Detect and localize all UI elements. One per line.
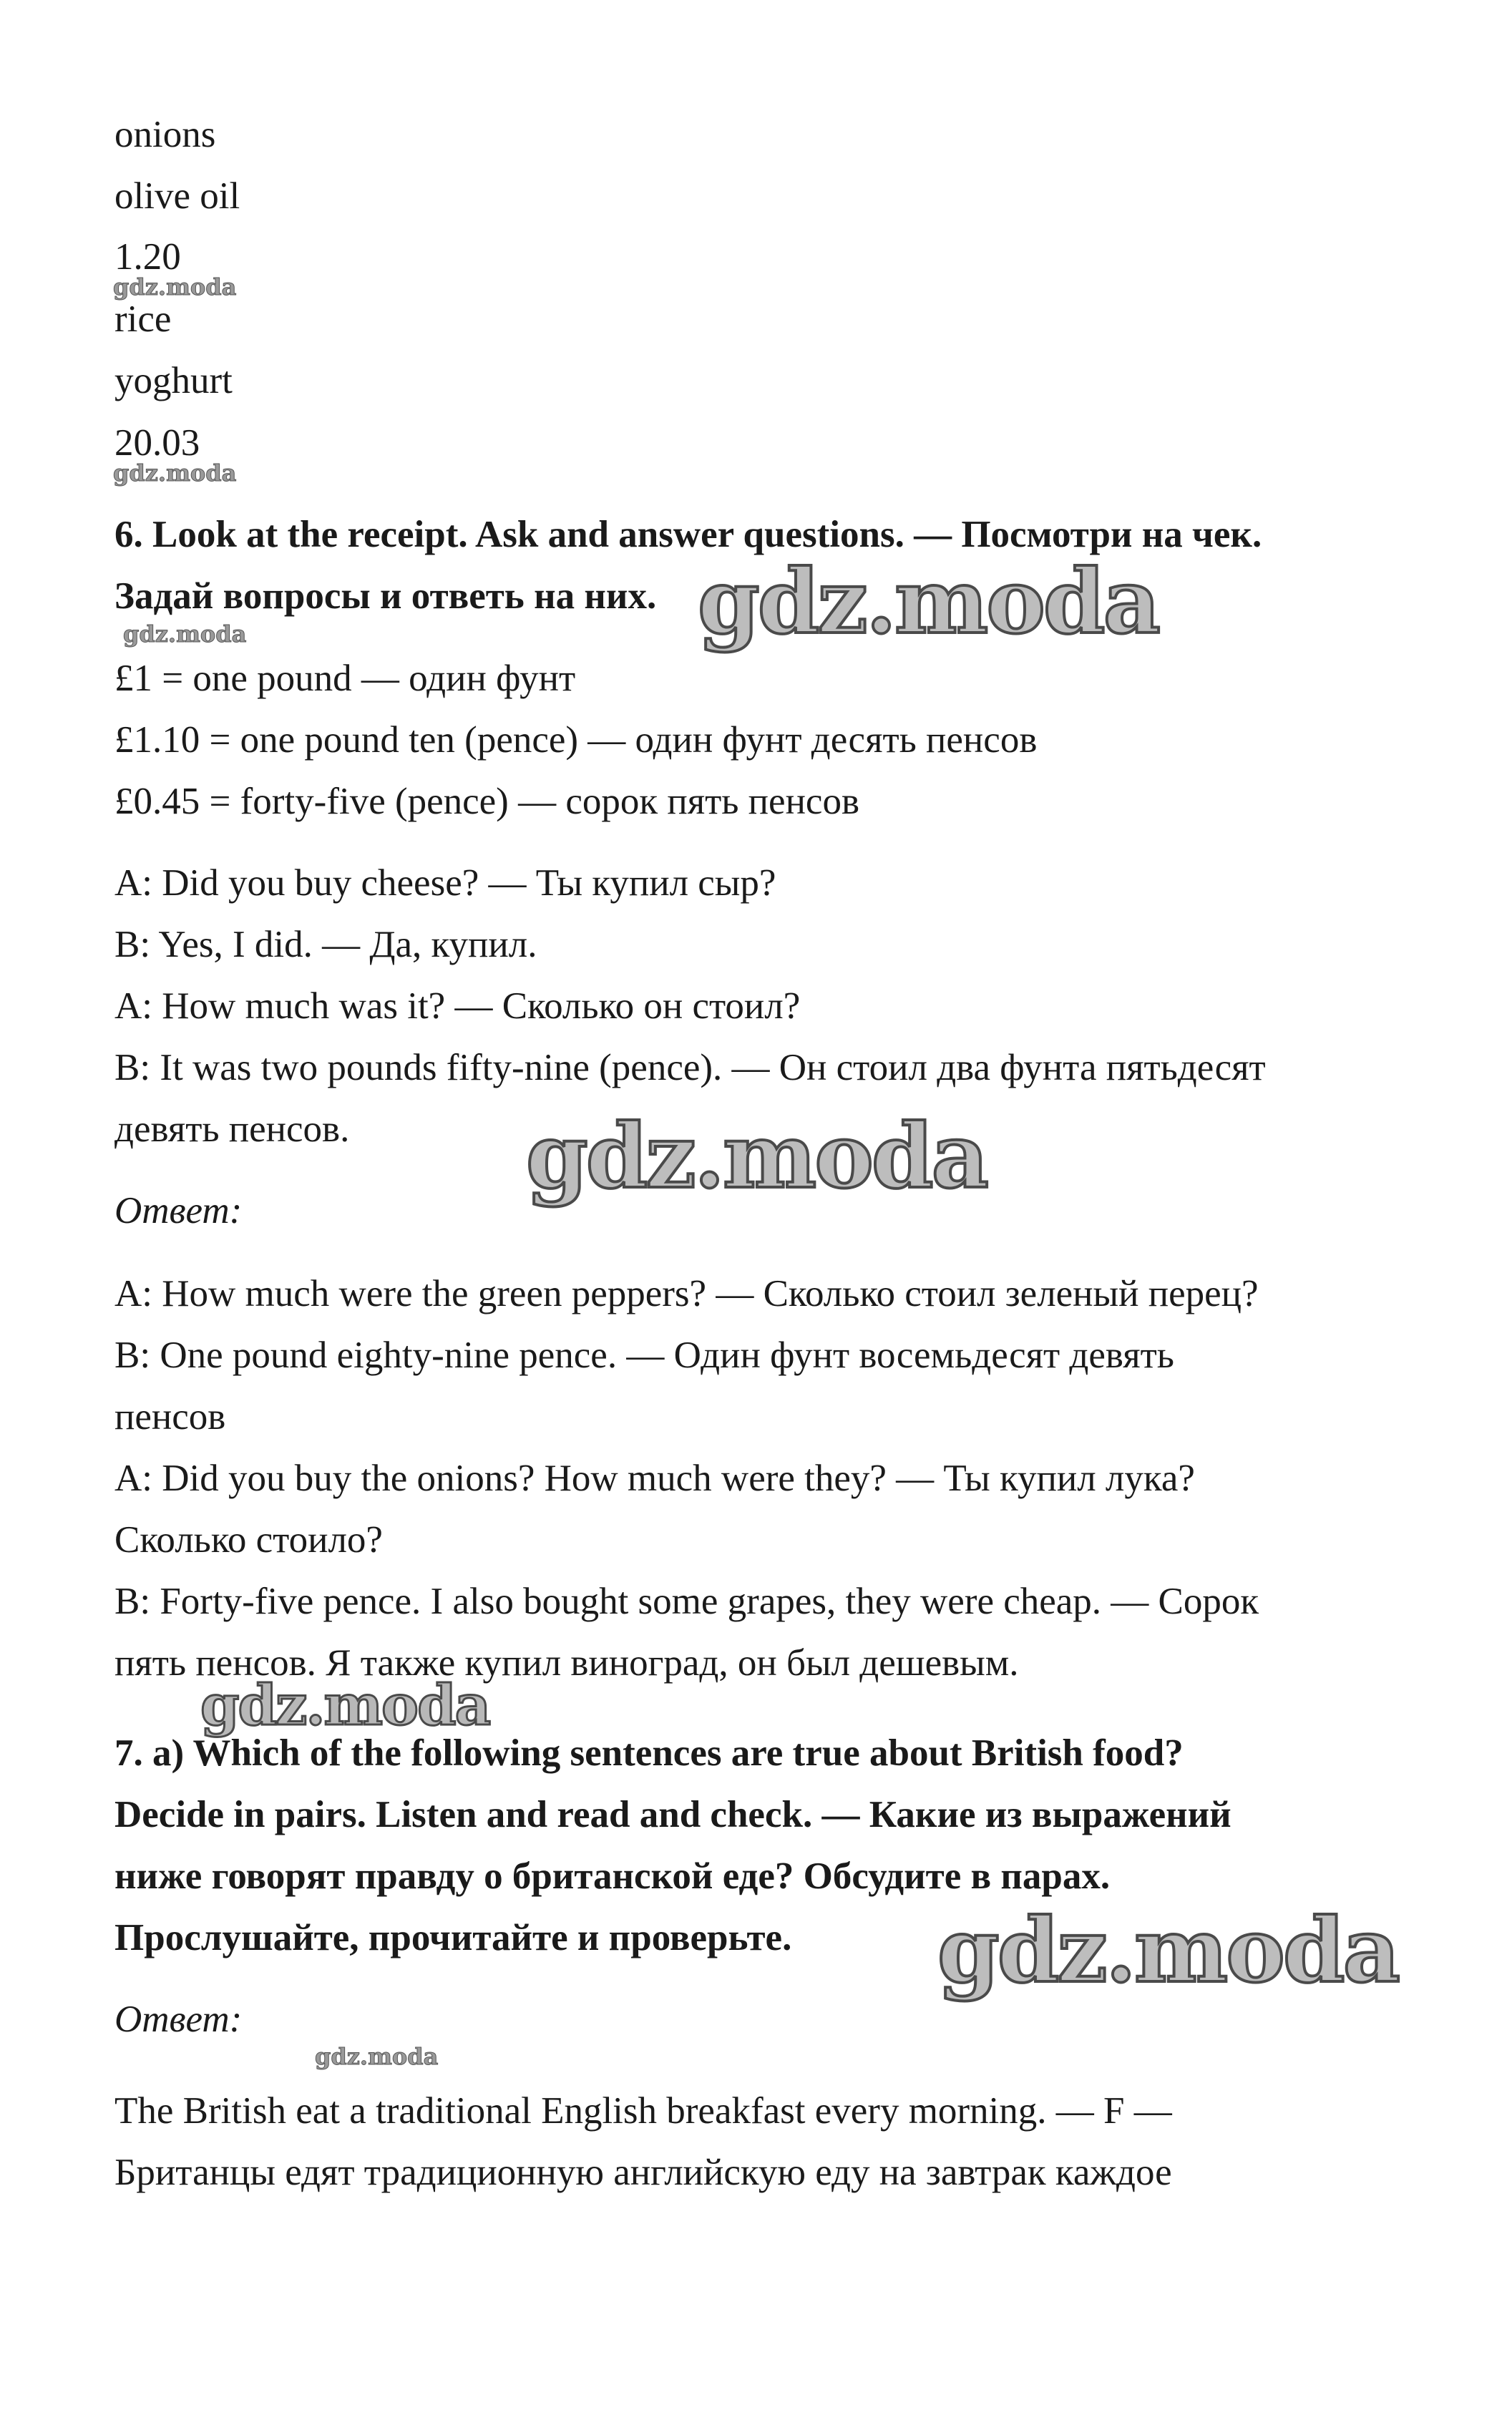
exercise-7-heading-cont: Прослушайте, прочитайте и проверьте. (114, 1917, 792, 1958)
watermark-small: gdz.moda (113, 273, 237, 301)
list-item: yoghurt (114, 360, 233, 401)
list-item: 20.03 (114, 422, 200, 464)
answer-line: Сколько стоило? (114, 1519, 383, 1561)
list-item: olive oil (114, 175, 240, 217)
list-item: 1.20 (114, 236, 181, 278)
watermark-medium: gdz.moda (200, 1673, 490, 1738)
answer-line: The British eat a traditional English breakfast every morning. — F — (114, 2090, 1172, 2132)
watermark-large: gdz.moda (698, 550, 1159, 654)
answer-line: пенсов (114, 1396, 226, 1438)
watermark-large: gdz.moda (526, 1105, 987, 1209)
currency-line: £0.45 = forty-five (pence) — сорок пять пенсов (114, 781, 859, 822)
exercise-6-heading-cont: Задай вопросы и ответь на них. (114, 575, 657, 617)
exercise-7-heading-cont: Decide in pairs. Listen and read and check. — Какие из выражений (114, 1794, 1231, 1835)
answer-line: пять пенсов. Я также купил виноград, он был дешевым. (114, 1642, 1019, 1684)
answer-label: Ответ: (114, 1999, 243, 2040)
currency-line: £1 = one pound — один фунт (114, 658, 576, 699)
dialogue-line: A: Did you buy cheese? — Ты купил сыр? (114, 862, 776, 904)
list-item: onions (114, 114, 216, 155)
answer-line: Британцы едят традиционную английскую еду на завтрак каждое (114, 2152, 1172, 2193)
answer-label: Ответ: (114, 1190, 243, 1231)
watermark-small: gdz.moda (113, 459, 237, 487)
watermark-small: gdz.moda (315, 2043, 439, 2070)
exercise-7-heading: 7. a) Which of the following sentences are true about British food? (114, 1732, 1184, 1774)
answer-line: B: Forty-five pence. I also bought some grapes, they were cheap. — Сорок (114, 1581, 1259, 1622)
answer-line: A: Did you buy the onions? How much were they? — Ты купил лука? (114, 1458, 1195, 1499)
watermark-small: gdz.moda (123, 620, 247, 648)
answer-line: B: One pound eighty-nine pence. — Один фунт восемьдесят девять (114, 1335, 1174, 1376)
dialogue-line: девять пенсов. (114, 1108, 350, 1150)
dialogue-line: B: It was two pounds fifty-nine (pence). — Он стоил два фунта пятьдесят (114, 1047, 1266, 1088)
list-item: rice (114, 298, 172, 340)
exercise-6-heading: 6. Look at the receipt. Ask and answer questions. — Посмотри на чек. (114, 514, 1262, 555)
dialogue-line: B: Yes, I did. — Да, купил. (114, 924, 537, 965)
currency-line: £1.10 = one pound ten (pence) — один фунт десять пенсов (114, 719, 1038, 761)
exercise-7-heading-cont: ниже говорят правду о британской еде? Обсудите в парах. (114, 1855, 1111, 1897)
dialogue-line: A: How much was it? — Сколько он стоил? (114, 985, 801, 1027)
answer-line: A: How much were the green peppers? — Сколько стоил зеленый перец? (114, 1273, 1259, 1314)
watermark-large: gdz.moda (937, 1899, 1398, 2003)
